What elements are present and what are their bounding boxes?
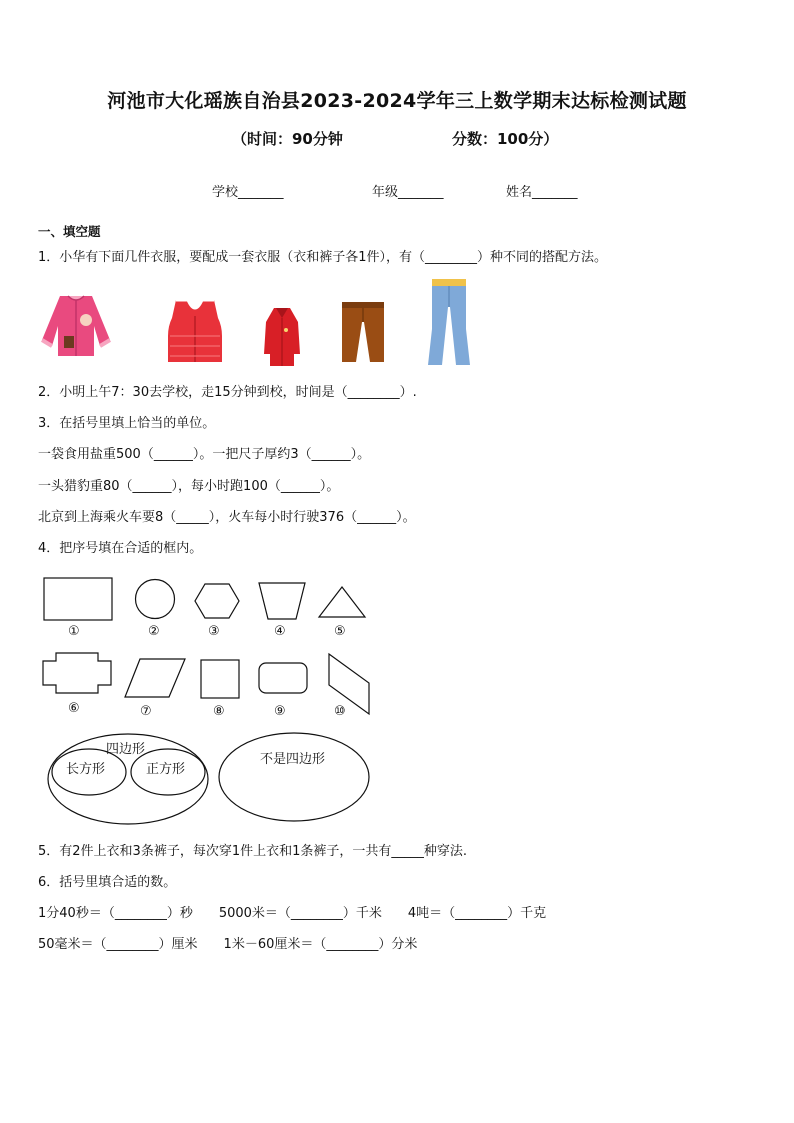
question-6: 6．括号里填合适的数。 xyxy=(38,875,177,890)
shape-6-cross xyxy=(42,652,112,694)
page-title: 河池市大化瑶族自治县2023-2024学年三上数学期末达标检测试题 xyxy=(107,90,687,112)
shape-label-6: ⑥ xyxy=(68,701,80,716)
venn-diagram xyxy=(46,730,372,826)
brown-pants-image xyxy=(340,300,386,366)
venn-label-quadrilateral: 四边形 xyxy=(106,742,146,757)
venn-label-rectangle: 长方形 xyxy=(66,762,106,777)
exam-score: 分数：100分） xyxy=(452,130,559,148)
question-3-line-3: 北京到上海乘火车要8（_____），火车每小时行驶376（______）。 xyxy=(38,510,416,525)
shape-label-9: ⑨ xyxy=(274,704,286,719)
shape-8-square xyxy=(200,659,240,699)
shape-2-circle xyxy=(134,578,176,620)
shape-label-2: ② xyxy=(148,624,160,639)
shape-label-3: ③ xyxy=(208,624,220,639)
shape-label-1: ① xyxy=(68,624,80,639)
pink-jacket-image xyxy=(40,290,112,360)
exam-time: （时间：90分钟 xyxy=(232,130,343,148)
question-5: 5．有2件上衣和3条裤子，每次穿1件上衣和1条裤子，一共有_____种穿法. xyxy=(38,844,467,859)
red-vest-image xyxy=(162,296,228,368)
shape-label-7: ⑦ xyxy=(140,704,152,719)
grade-field[interactable]: 年级_______ xyxy=(372,185,444,200)
question-1: 1．小华有下面几件衣服，要配成一套衣服（衣和裤子各1件），有（________）种不同的搭配方法。 xyxy=(38,250,608,265)
shape-9-rounded-rectangle xyxy=(258,662,308,694)
shape-label-10: ⑩ xyxy=(334,704,346,719)
blue-jeans-image xyxy=(428,279,470,367)
shape-7-parallelogram xyxy=(124,658,186,698)
question-3-line-2: 一头猎豹重80（______），每小时跑100（______）。 xyxy=(38,479,340,494)
question-3: 3．在括号里填上恰当的单位。 xyxy=(38,416,216,431)
non-quadrilateral-ellipse xyxy=(219,733,369,821)
shape-label-8: ⑧ xyxy=(213,704,225,719)
shape-1-rectangle xyxy=(43,577,113,621)
question-4: 4．把序号填在合适的框内。 xyxy=(38,541,203,556)
shape-3-hexagon xyxy=(194,583,240,619)
venn-label-not-quadrilateral: 不是四边形 xyxy=(260,752,326,767)
shape-label-5: ⑤ xyxy=(334,624,346,639)
shape-5-triangle xyxy=(318,586,366,618)
red-coat-image xyxy=(262,306,302,368)
shape-label-4: ④ xyxy=(274,624,286,639)
shape-4-trapezoid xyxy=(258,582,306,620)
venn-label-square: 正方形 xyxy=(146,762,186,777)
question-6-line-1: 1分40秒＝（________）秒 5000米＝（________）千米 4吨＝（________）千克 xyxy=(38,906,547,921)
question-3-line-1: 一袋食用盐重500（______）。一把尺子厚约3（______）。 xyxy=(38,447,371,462)
school-field[interactable]: 学校_______ xyxy=(212,185,284,200)
section-heading: 一、填空题 xyxy=(38,224,101,239)
question-2: 2．小明上午7：30去学校，走15分钟到校，时间是（________）. xyxy=(38,385,417,400)
name-field[interactable]: 姓名_______ xyxy=(506,185,578,200)
question-6-line-2: 50毫米＝（________）厘米 1米－60厘米＝（________）分米 xyxy=(38,937,418,952)
